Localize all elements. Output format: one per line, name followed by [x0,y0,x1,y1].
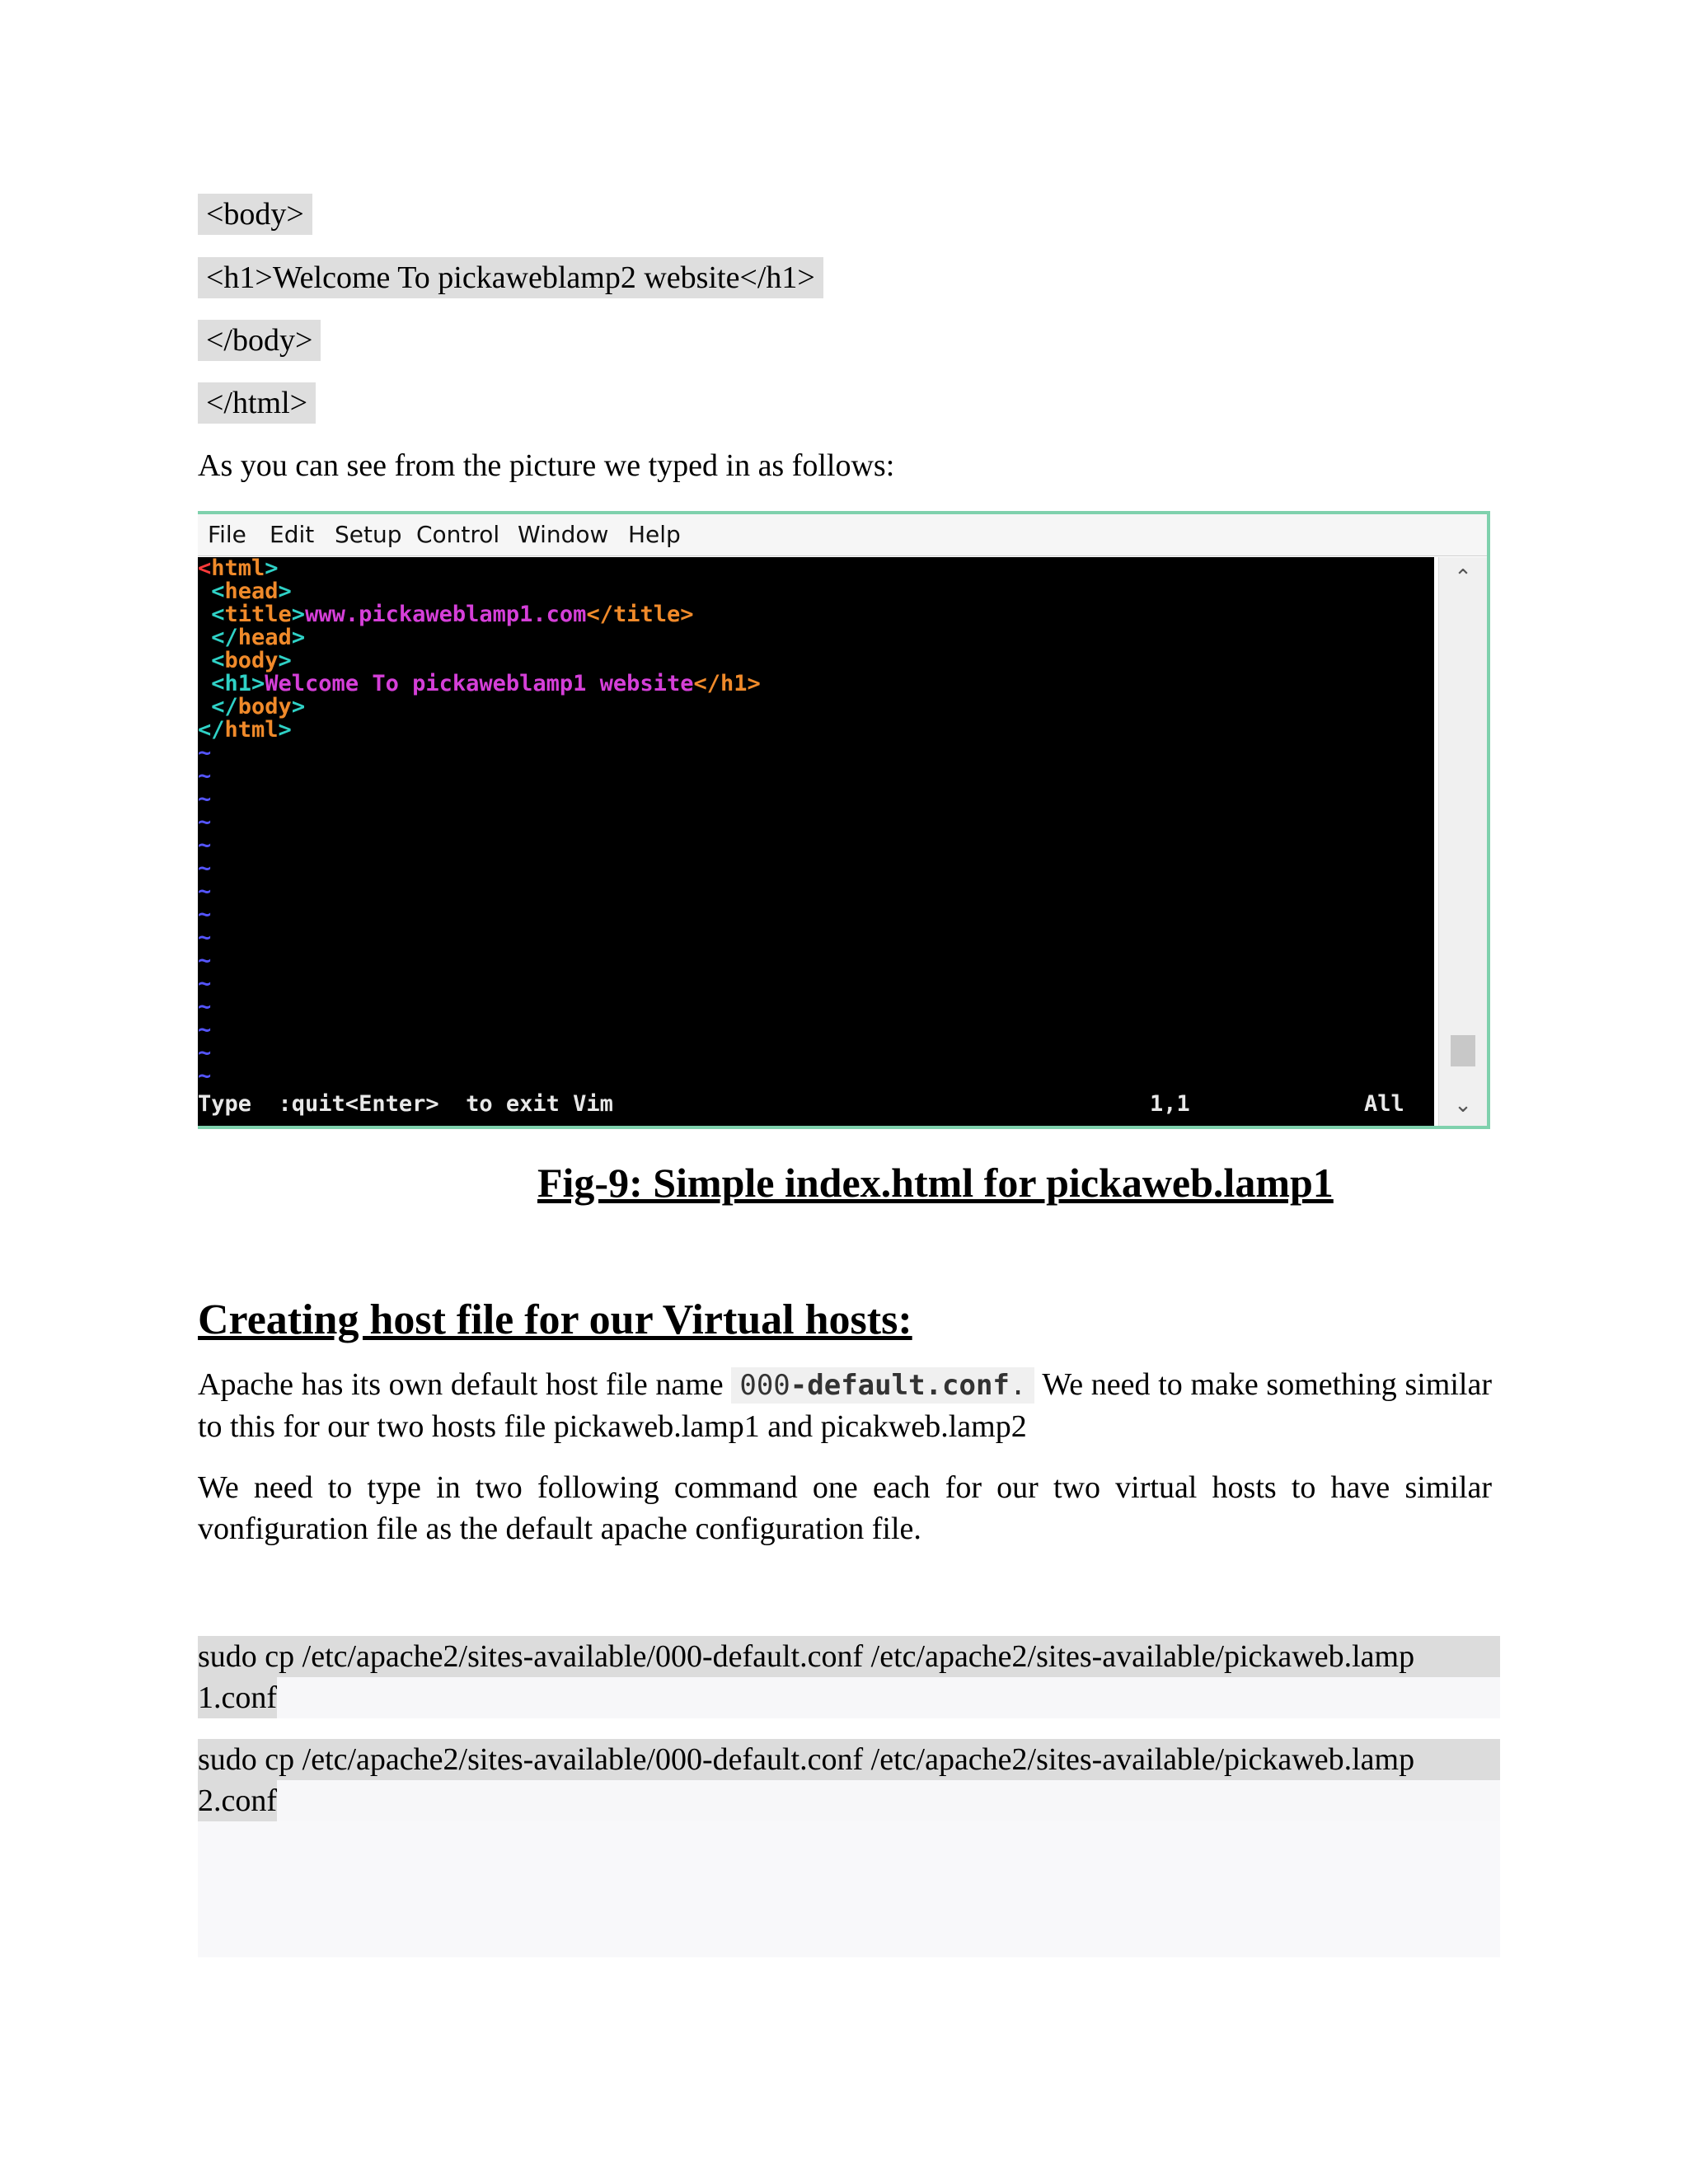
menu-window[interactable]: Window [518,521,609,548]
command-2-line-2: 2.conf [198,1780,277,1821]
vim-empty-line-marker: ~ [198,740,212,766]
command-1-line-2: 1.conf [198,1677,277,1718]
terminal-screen[interactable] [198,557,1434,1126]
vim-empty-line-marker: ~ [198,971,212,996]
vim-empty-line-marker: ~ [198,763,212,789]
vim-line-5: <body> [198,648,292,673]
code-line-html-close: </html> [198,382,316,424]
vim-line-6: <h1>Welcome To pickaweblamp1 website</h1> [198,671,761,696]
chevron-up-icon[interactable]: ⌃ [1454,565,1472,590]
command-2-line-1: sudo cp /etc/apache2/sites-available/000-default.conf /etc/apache2/sites-available/pickaweb.lamp [198,1739,1500,1780]
terminal-window [198,514,1487,1126]
menu-file[interactable]: File [208,521,246,548]
menu-help[interactable]: Help [628,521,681,548]
chevron-down-icon[interactable]: ⌄ [1454,1093,1472,1118]
vim-cursor-position: 1,1 [1150,1091,1190,1117]
command-block-1 [198,1636,1500,1718]
terminal-scrollbar[interactable] [1438,557,1487,1126]
vim-empty-line-marker: ~ [198,786,212,812]
vim-scroll-position: All [1364,1091,1404,1117]
vim-empty-line-marker: ~ [198,948,212,973]
figure-caption: Fig-9: Simple index.html for pickaweb.lamp1 [537,1160,1334,1206]
vim-empty-line-marker: ~ [198,994,212,1019]
vim-empty-line-marker: ~ [198,1017,212,1043]
vim-empty-line-marker: ~ [198,809,212,835]
menu-setup[interactable]: Setup [335,521,402,548]
command-1-line-1: sudo cp /etc/apache2/sites-available/000-default.conf /etc/apache2/sites-available/pickaweb.lamp [198,1636,1500,1677]
vim-empty-line-marker: ~ [198,902,212,927]
vim-empty-line-marker: ~ [198,1040,212,1066]
scrollbar-thumb[interactable] [1451,1035,1475,1066]
code-line-body-close: </body> [198,320,321,361]
vim-line-1: <html> [198,557,279,581]
code-line-body-open: <body> [198,194,312,235]
vim-empty-line-marker: ~ [198,925,212,950]
command-block-2 [198,1739,1500,1821]
inline-code-filename: 000-default.conf. [731,1367,1034,1404]
terminal-window-figure [198,511,1490,1129]
paragraph-default-host-file: Apache has its own default host file name 000-default.conf. We need to make something similar to this for our two hosts file pickaweb.lamp1 and picakweb.lamp2 [198,1367,1492,1444]
code-line-h1: <h1>Welcome To pickaweblamp2 website</h1> [198,257,823,298]
vim-line-4: </head> [198,625,306,650]
terminal-menubar [198,514,1487,556]
menu-control[interactable]: Control [416,521,500,548]
vim-line-3: <title>www.pickaweblamp1.com</title> [198,602,694,627]
intro-text: As you can see from the picture we typed in as follows: [198,448,895,483]
vim-empty-line-marker: ~ [198,832,212,858]
paragraph-two-commands: We need to type in two following command one each for our two virtual hosts to have similar vonfiguration file as the default apache configuration file. [198,1470,1492,1546]
vim-empty-line-marker: ~ [198,855,212,881]
menu-edit[interactable]: Edit [270,521,315,548]
vim-status-message: Type :quit<Enter> to exit Vim [198,1091,613,1117]
vim-line-8: </html> [198,717,292,743]
vim-line-7: </body> [198,694,306,719]
vim-empty-line-marker: ~ [198,1063,212,1089]
section-heading: Creating host file for our Virtual hosts: [198,1296,912,1343]
vim-line-2: <head> [198,579,292,604]
vim-empty-line-marker: ~ [198,879,212,904]
figure-bottom-edge [198,1129,1490,1141]
